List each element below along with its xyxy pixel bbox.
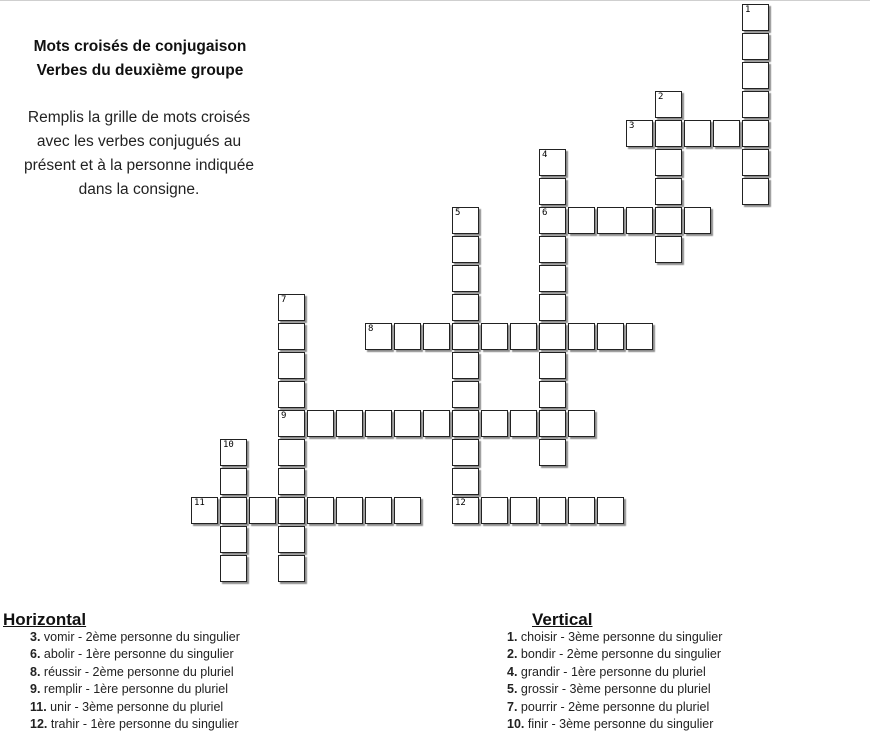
crossword-cell[interactable] [539, 381, 566, 408]
crossword-cell[interactable] [278, 526, 305, 553]
crossword-cell[interactable] [394, 497, 421, 524]
crossword-cell[interactable] [336, 410, 363, 437]
crossword-cell[interactable] [568, 323, 595, 350]
crossword-cell[interactable] [568, 497, 595, 524]
crossword-cell[interactable] [684, 120, 711, 147]
crossword-cell[interactable] [220, 497, 247, 524]
crossword-cell[interactable] [510, 323, 537, 350]
crossword-cell[interactable] [539, 410, 566, 437]
crossword-cell[interactable] [394, 323, 421, 350]
crossword-cell[interactable] [742, 120, 769, 147]
crossword-cell[interactable] [278, 439, 305, 466]
crossword-cell[interactable] [713, 120, 740, 147]
crossword-cell[interactable] [452, 352, 479, 379]
crossword-cell[interactable] [597, 323, 624, 350]
clue-vertical: 10. finir - 3ème personne du singulier [507, 717, 714, 732]
crossword-cell[interactable] [452, 265, 479, 292]
crossword-cell[interactable] [278, 294, 305, 321]
crossword-cell[interactable] [684, 207, 711, 234]
crossword-cell[interactable] [655, 178, 682, 205]
crossword-cell[interactable] [423, 323, 450, 350]
crossword-cell[interactable] [452, 294, 479, 321]
clue-number: 2 [658, 92, 664, 102]
crossword-cell[interactable] [568, 207, 595, 234]
crossword-cell[interactable] [191, 497, 218, 524]
crossword-cell[interactable] [742, 33, 769, 60]
crossword-cell[interactable] [481, 497, 508, 524]
crossword-cell[interactable] [278, 323, 305, 350]
clue-number: 3 [629, 121, 635, 131]
clue-vertical: 4. grandir - 1ère personne du pluriel [507, 664, 706, 679]
crossword-cell[interactable] [307, 497, 334, 524]
crossword-cell[interactable] [452, 468, 479, 495]
clue-vertical: 7. pourrir - 2ème personne du pluriel [507, 699, 710, 714]
horizontal-clue-list [30, 629, 240, 733]
crossword-cell[interactable] [423, 410, 450, 437]
crossword-cell[interactable] [365, 410, 392, 437]
vertical-clue-list [507, 629, 722, 733]
clue-number: 12 [455, 498, 466, 508]
crossword-cell[interactable] [220, 526, 247, 553]
crossword-cell[interactable] [539, 294, 566, 321]
crossword-cell[interactable] [481, 323, 508, 350]
clue-number: 8 [368, 324, 374, 334]
horizontal-heading: Horizontal [3, 610, 87, 629]
crossword-cell[interactable] [742, 178, 769, 205]
crossword-cell[interactable] [539, 352, 566, 379]
crossword-cell[interactable] [452, 439, 479, 466]
clue-number: 5 [455, 208, 461, 218]
clue-number: 11 [194, 498, 205, 508]
clue-horizontal: 9. remplir - 1ère personne du pluriel [30, 682, 229, 697]
crossword-cell[interactable] [539, 178, 566, 205]
crossword-cell[interactable] [278, 497, 305, 524]
crossword-cell[interactable] [597, 207, 624, 234]
crossword-cell[interactable] [220, 555, 247, 582]
crossword-cell[interactable] [655, 236, 682, 263]
clue-number: 10 [223, 440, 234, 450]
instructions-line: présent et à la personne indiquée [23, 157, 255, 174]
crossword-cell[interactable] [336, 497, 363, 524]
crossword-cell[interactable] [568, 410, 595, 437]
crossword-cell[interactable] [539, 236, 566, 263]
crossword-cell[interactable] [452, 236, 479, 263]
clue-number: 6 [542, 208, 548, 218]
clue-vertical: 1. choisir - 3ème personne du singulier [507, 630, 723, 644]
clue-number: 1 [745, 5, 751, 15]
crossword-cell[interactable] [365, 497, 392, 524]
clue-number: 4 [542, 150, 548, 160]
crossword-cell[interactable] [278, 468, 305, 495]
crossword-cell[interactable] [539, 323, 566, 350]
crossword-cell[interactable] [278, 381, 305, 408]
crossword-cell[interactable] [742, 62, 769, 89]
crossword-cell[interactable] [307, 410, 334, 437]
instructions-line: avec les verbes conjugués au [36, 133, 242, 150]
crossword-cell[interactable] [278, 410, 305, 437]
crossword-cell[interactable] [365, 323, 392, 350]
crossword-cell[interactable] [249, 497, 276, 524]
crossword-cell[interactable] [742, 91, 769, 118]
instructions-line: dans la consigne. [78, 181, 200, 198]
crossword-cell[interactable] [539, 265, 566, 292]
crossword-cell[interactable] [452, 497, 479, 524]
crossword-cell[interactable] [278, 352, 305, 379]
crossword-cell[interactable] [220, 468, 247, 495]
vertical-heading: Vertical [532, 610, 593, 629]
crossword-cell[interactable] [655, 207, 682, 234]
title-line-1: Mots croisés de conjugaison [33, 38, 247, 55]
clue-horizontal: 6. abolir - 1ère personne du singulier [30, 647, 234, 662]
crossword-cell[interactable] [539, 149, 566, 176]
crossword-cell[interactable] [655, 91, 682, 118]
crossword-cell[interactable] [278, 555, 305, 582]
crossword-cell[interactable] [742, 149, 769, 176]
crossword-cell[interactable] [452, 323, 479, 350]
clue-horizontal: 8. réussir - 2ème personne du pluriel [30, 664, 234, 679]
crossword-cell[interactable] [655, 120, 682, 147]
crossword-cell[interactable] [539, 497, 566, 524]
title-line-2: Verbes du deuxième groupe [36, 62, 244, 79]
crossword-cell[interactable] [626, 207, 653, 234]
crossword-cell[interactable] [452, 381, 479, 408]
clue-vertical: 2. bondir - 2ème personne du singulier [507, 647, 722, 662]
crossword-cell[interactable] [394, 410, 421, 437]
clue-horizontal: 3. vomir - 2ème personne du singulier [30, 630, 240, 644]
crossword-cell[interactable] [452, 410, 479, 437]
crossword-cell[interactable] [626, 120, 653, 147]
crossword-cell[interactable] [510, 497, 537, 524]
instructions-line: Remplis la grille de mots croisés [27, 109, 251, 126]
clue-number: 9 [281, 411, 287, 421]
crossword-cell[interactable] [597, 497, 624, 524]
crossword-cell[interactable] [539, 207, 566, 234]
clue-horizontal: 11. unir - 3ème personne du pluriel [30, 699, 224, 714]
crossword-cell[interactable] [481, 410, 508, 437]
crossword-cell[interactable] [655, 149, 682, 176]
crossword-cell[interactable] [220, 439, 247, 466]
clue-horizontal: 12. trahir - 1ère personne du singulier [30, 717, 239, 732]
crossword-cell[interactable] [742, 4, 769, 31]
crossword-cell[interactable] [539, 439, 566, 466]
clue-vertical: 5. grossir - 3ème personne du pluriel [507, 682, 711, 697]
crossword-cell[interactable] [452, 207, 479, 234]
crossword-cell[interactable] [626, 323, 653, 350]
crossword-cell[interactable] [510, 410, 537, 437]
clue-number: 7 [281, 295, 287, 305]
